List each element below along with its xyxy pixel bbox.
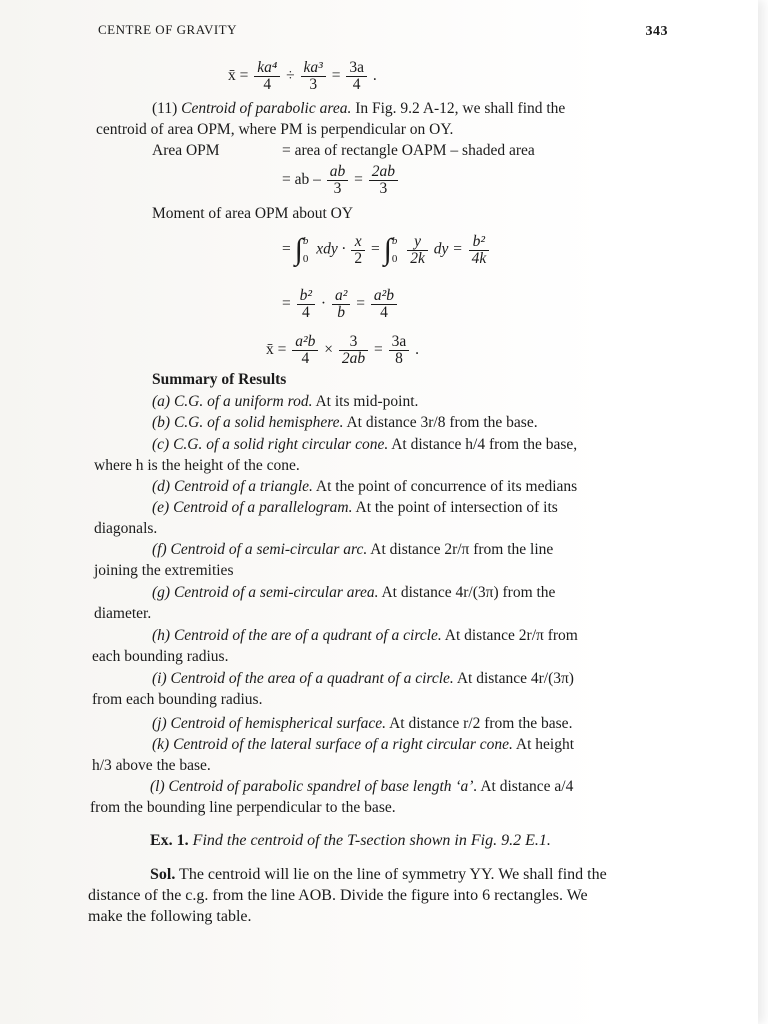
para-11-line-1: (11) Centroid of parabolic area. In Fig. 9.2 A-12, we shall find the: [152, 100, 566, 117]
fraction: $\frac{\text{b²}}{4k}$: [469, 234, 490, 267]
page-number: 343: [645, 24, 668, 39]
area-line-2: = ab – $\frac{ab}{3}$ = $\frac{2ab}{3}$: [282, 164, 400, 197]
moment-line-2: = $\frac{\text{b²}}{4}$ · $\frac{\text{a²}}{b}$ = $\frac{\text{a²b}}{4}$: [282, 288, 399, 321]
summary-item-h: (h) Centroid of the are of a qudrant of a circle. At distance 2r/π from: [152, 627, 578, 644]
para-11-line-2: centroid of area OPM, where PM is perpendicular on OY.: [96, 121, 454, 138]
fraction: $\frac{x}{2}$: [351, 234, 365, 267]
fraction: $\frac{ab}{3}$: [327, 164, 349, 197]
area-line-1: = area of rectangle OAPM – shaded area: [282, 142, 535, 159]
summary-item-f: (f) Centroid of a semi-circular arc. At distance 2r/π from the line: [152, 541, 554, 558]
summary-item-g-cont: diameter.: [94, 605, 152, 622]
summary-item-e-cont: diagonals.: [94, 520, 158, 537]
fraction: $\frac{y}{2k}$: [407, 234, 428, 267]
eq-lhs: x̄ =: [228, 67, 249, 85]
moment-integral-line: = ∫ b 0 xdy · $\frac{x}{2}$ = ∫ b 0 $\frac{y}{2k}$ dy = $\frac{\text{b²}}{4k}$: [282, 232, 491, 268]
summary-item-d: (d) Centroid of a triangle. At the point of concurrence of its medians: [152, 478, 578, 495]
example-1: Ex. 1. Find the centroid of the T-section shown in Fig. 9.2 E.1.: [150, 832, 551, 849]
fraction: $\frac{3a}{4}$: [346, 60, 367, 93]
fraction: $\frac{\text{b²}}{4}$: [297, 288, 315, 321]
summary-item-k: (k) Centroid of the lateral surface of a right circular cone. At height: [152, 736, 575, 753]
moment-label: Moment of area OPM about OY: [152, 205, 354, 222]
fraction: $\frac{\text{ka⁴}}{4}$: [254, 60, 280, 93]
summary-item-a: (a) C.G. of a uniform rod. At its mid-point.: [152, 393, 419, 410]
summary-item-c-cont: where h is the height of the cone.: [94, 457, 300, 474]
solution-line-2: distance of the c.g. from the line AOB. Divide the figure into 6 rectangles. We: [88, 887, 588, 904]
fraction: $\frac{\text{a²b}}{4}$: [292, 334, 318, 367]
running-header: [98, 22, 668, 42]
summary-item-c: (c) C.G. of a solid right circular cone. At distance h/4 from the base,: [152, 436, 578, 453]
summary-item-i-cont: from each bounding radius.: [92, 691, 263, 708]
moment-line-3: x̄ = $\frac{\text{a²b}}{4}$ × $\frac{3}{2ab}$ = $\frac{3a}{8}$ .: [266, 333, 420, 367]
fraction: $\frac{\text{ka³}}{3}$: [301, 60, 326, 93]
summary-item-b: (b) C.G. of a solid hemisphere. At distance 3r/8 from the base.: [152, 414, 538, 431]
fraction: $\frac{3}{2ab}$: [339, 334, 368, 367]
summary-item-l: (l) Centroid of parabolic spandrel of base length ‘a’. At distance a/4: [150, 778, 574, 795]
fraction: $\frac{2ab}{3}$: [369, 164, 398, 197]
summary-heading: Summary of Results: [152, 371, 287, 388]
summary-item-j: (j) Centroid of hemispherical surface. At distance r/2 from the base.: [152, 715, 573, 732]
summary-item-f-cont: joining the extremities: [94, 562, 234, 579]
chapter-title: CENTRE OF GRAVITY: [98, 22, 237, 37]
summary-item-k-cont: h/3 above the base.: [92, 757, 211, 774]
summary-item-i: (i) Centroid of the area of a quadrant of a circle. At distance 4r/(3π): [152, 670, 574, 687]
equation-xbar-cone: x̄ = $\frac{\text{ka⁴}}{4}$ ÷ $\frac{\text{ka³}}{3}$ = $\frac{3a}{4}$ .: [228, 59, 377, 93]
solution-line-3: make the following table.: [88, 908, 252, 925]
summary-item-g: (g) Centroid of a semi-circular area. At distance 4r/(3π) from the: [152, 584, 556, 601]
summary-item-l-cont: from the bounding line perpendicular to the base.: [90, 799, 396, 816]
fraction: $\frac{\text{a²b}}{4}$: [371, 288, 397, 321]
solution-line-1: Sol. The centroid will lie on the line of symmetry YY. We shall find the: [150, 866, 607, 883]
fraction: $\frac{3a}{8}$: [389, 334, 410, 367]
summary-item-e: (e) Centroid of a parallelogram. At the point of intersection of its: [152, 499, 558, 516]
fraction: $\frac{\text{a²}}{b}$: [332, 288, 350, 321]
area-label: Area OPM: [152, 142, 220, 159]
summary-item-h-cont: each bounding radius.: [92, 648, 229, 665]
